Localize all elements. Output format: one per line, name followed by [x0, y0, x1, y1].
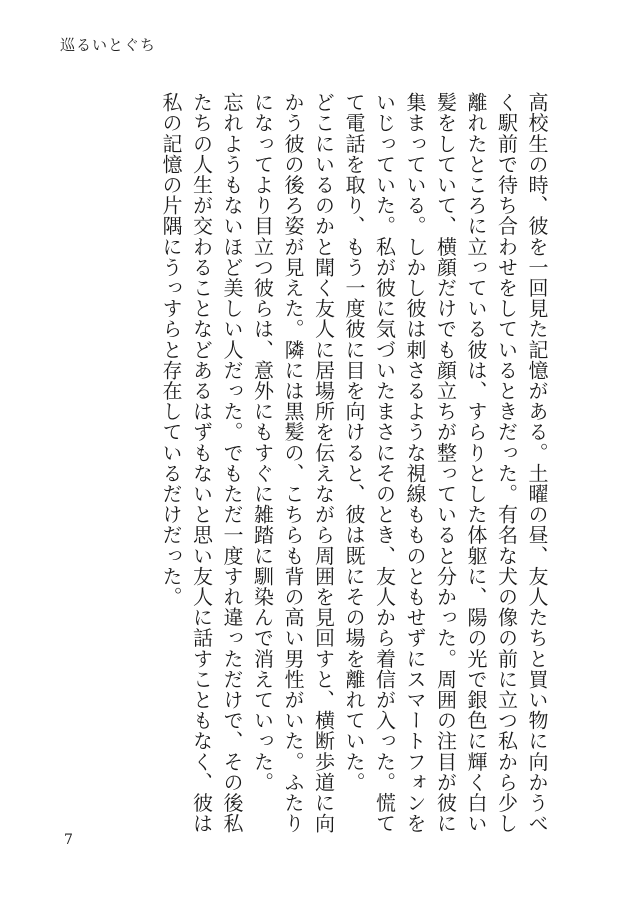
- paragraph-1: 高校生の時、彼を一回見た記憶がある。土曜の昼、友人たちと買い物に向かうべく駅前で待ち合わせをしているときだった。有名な犬の像の前に立つ私から少し離れたところに立っている彼は、すらりとした体躯に、陽の光で銀色に輝く白い髪をしていて、横顔だけでも顔立ちが整っていると分かった。周囲の注目が彼に集まっている。しかし彼は刺さるような視線もものともせずにスマートフォンをいじっていた。私が彼に気づいたまさにそのとき、友人から着信が入った。慌てて電話を取り、もう一度彼に目を向けると、彼は既にその場を離れていた。: [342, 92, 549, 834]
- page-number: 7: [64, 832, 73, 848]
- running-head: 巡るいとぐち: [60, 36, 157, 54]
- paragraph-3: 忘れようもないほど美しい人だった。でもただ一度すれ違っただけで、その後私たちの人生が交わることなどあるはずもないと思い友人に話すこともなく、彼は私の記憶の片隅にうっすらと存在しているだけだった。: [159, 92, 244, 834]
- body-text: [156, 92, 553, 852]
- paragraph-2: どこにいるのかと聞く友人に居場所を伝えながら周囲を見回すと、横断歩道に向かう彼の後ろ姿が見えた。隣には黒髪の、こちらも背の高い男性がいた。ふたりになってより目立つ彼らは、意外にもすぐに雑踏に馴染んで消えていった。: [250, 92, 336, 834]
